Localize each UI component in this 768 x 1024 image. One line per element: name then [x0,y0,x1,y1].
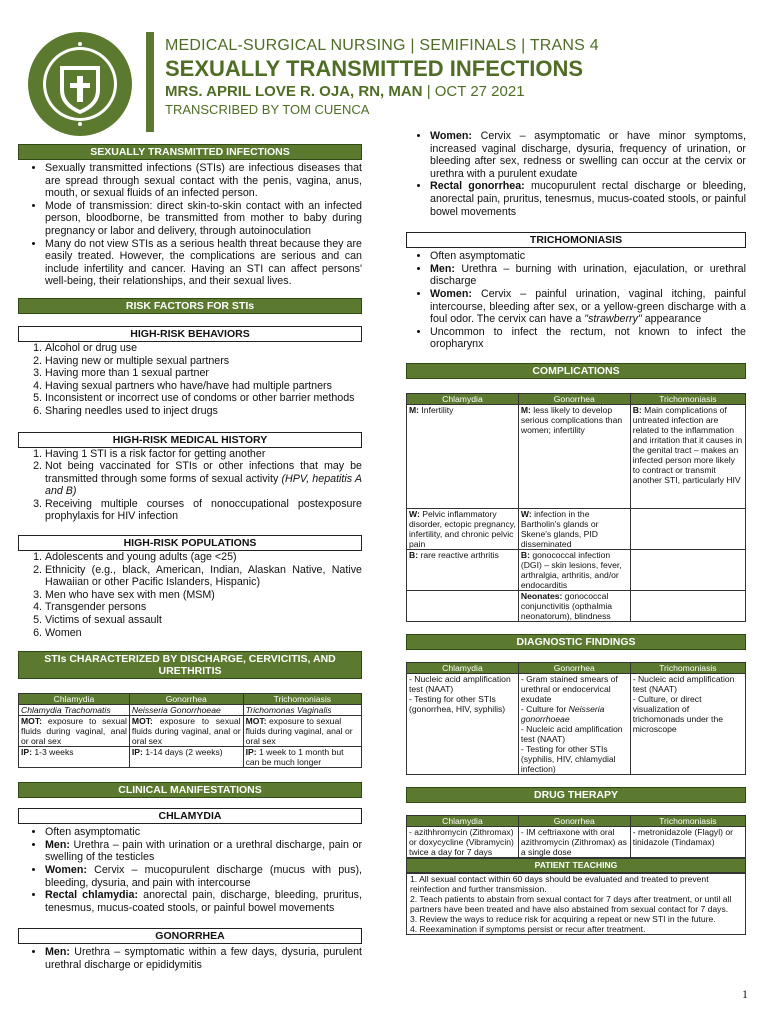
list-item: 2. Not being vaccinated for STIs or other infections that may be transmitted through some forms of sexual activity (HPV, hepatitis A and B) [45,460,362,498]
table-cell: B: rare reactive arthritis [407,549,519,590]
list-item: • Men: Urethra – burning with urination, ejaculation, or urethral discharge [430,263,746,288]
history-list [18,448,362,524]
list-item: 5. Inconsistent or incorrect use of condoms or other barrier methods [45,392,362,405]
list-item: • Mode of transmission: direct skin-to-skin contact with an infected person, bloodborne, be transmitted from mother to baby during pregnancy or labor and delivery, through autoinoculation [45,200,362,238]
populations-list [18,551,362,639]
behaviors-list [18,342,362,418]
chlamydia-list [18,826,362,914]
list-item: 4. Transgender persons [45,601,362,614]
table-cell: IP: 1-14 days (2 weeks) [129,747,243,768]
nursing-program-seal-icon [26,30,134,138]
list-item: • Uncommon to infect the rectum, not known to infect the oropharynx [430,326,746,351]
table-header: Chlamydia [19,694,130,705]
sti-list [18,162,362,288]
list-item: 1. Alcohol or drug use [45,342,362,355]
list-item: 4. Having sexual partners who have/have had multiple partners [45,380,362,393]
table-cell: W: infection in the Bartholin's glands or Skene's glands, PID disseminated [518,508,630,549]
table-cell: - IM ceftriaxone with oral azithromycin (Zithromax) as a single dose [518,826,630,857]
table-header: Chlamydia [407,662,519,673]
subsection-chlamydia-title: CHLAMYDIA [18,808,362,824]
table-cell [630,590,745,621]
table-header: Gonorrhea [129,694,243,705]
subsection-behaviors-title: HIGH-RISK BEHAVIORS [18,326,362,342]
list-item: • Women: Cervix – painful urination, vaginal itching, painful intercourse, bleeding after sex, or a yellow-green discharge with a foul odor. The cervix can have a "strawberry" appearance [430,288,746,326]
transcriber-line: TRANSCRIBED BY TOM CUENCA [165,102,370,117]
section-sti-title: SEXUALLY TRANSMITTED INFECTIONS [18,144,362,160]
teaching-item: 2. Teach patients to abstain from sexual contact for 7 days after treatment, or until all partners have been treated and have also abstained from sexual contact for 7 days. [410,893,732,914]
list-item: • Often asymptomatic [430,250,746,263]
table-header: Chlamydia [407,393,519,404]
lecture-date: | OCT 27 2021 [426,83,525,100]
diagnostic-table [406,662,746,775]
author-line [165,83,525,100]
trich-list [406,250,746,351]
header-accent-bar [146,32,154,132]
table-cell: Trichomonas Vaginalis [243,705,361,716]
document-header [0,0,768,136]
page-number: 1 [742,987,748,1001]
list-item: • Many do not view STIs as a serious health threat because they are easily treated. However, the complications are serious and can include infertility and cancer. Having an STI can affect persons' well-being, their relationships, and their sexual lives. [45,238,362,288]
list-item: 3. Receiving multiple courses of nonoccupational postexposure prophylaxis for HIV infection [45,498,362,523]
section-discharge-title: STIs CHARACTERIZED BY DISCHARGE, CERVICITIS, AND URETHRITIS [18,651,362,679]
table-cell: MOT: exposure to sexual fluids during vaginal, anal or oral sex [19,716,130,747]
section-risk-title: RISK FACTORS FOR STIs [18,298,362,314]
table-cell: - Gram stained smears of urethral or endocervical exudate - Culture for Neisseria gonorrhoeae - Nucleic acid amplification test (NAAT) - Testing for other STIs (syphilis, HIV, chlamydial infection) [518,673,630,774]
list-item: • Often asymptomatic [45,826,362,839]
table-cell: - azithhromycin (Zithromax) or doxycycline (Vibramycin) twice a day for 7 days [407,826,519,857]
list-item: • Women: Cervix – asymptomatic or have minor symptoms, increased vaginal discharge, dysuria, frequency of urination, or bleeding after sex, redness or swelling can occur at the cervix or urethra with a purulent exudate [430,130,746,180]
section-diagnostic-title: DIAGNOSTIC FINDINGS [406,634,746,650]
list-item: • Sexually transmitted infections (STIs) are infectious diseases that are spread through sexual contact with the penis, vagina, anus, mouth, or sexual fluids of an infected person. [45,162,362,200]
table-cell: M: less likely to develop serious complications than women; infertility [518,404,630,508]
table-header: Trichomoniasis [630,393,745,404]
table-cell: MOT: exposure to sexual fluids during vaginal, anal or oral sex [243,716,361,747]
complications-table [406,393,746,622]
list-item: 1. Adolescents and young adults (age <25) [45,551,362,564]
list-item: • Men: Urethra – symptomatic within a few days, dysuria, purulent urethral discharge or epididymitis [45,946,362,971]
table-cell: - Nucleic acid amplification test (NAAT) - Culture, or direct visualization of trichomonads under the microscope [630,673,745,774]
list-item: 1. Having 1 STI is a risk factor for getting another [45,448,362,461]
table-cell: Neisseria Gonorrhoeae [129,705,243,716]
list-item: 6. Women [45,627,362,640]
table-cell [630,549,745,590]
table-cell: Chlamydia Trachomatis [19,705,130,716]
section-clinical-title: CLINICAL MANIFESTATIONS [18,782,362,798]
gonorrhea-list [18,946,362,971]
subsection-history-title: HIGH-RISK MEDICAL HISTORY [18,432,362,448]
section-complications-title: COMPLICATIONS [406,363,746,379]
table-cell [407,590,519,621]
table-header: Trichomoniasis [243,694,361,705]
table-header: Gonorrhea [518,662,630,673]
table-cell: - Nucleic acid amplification test (NAAT) - Testing for other STIs (gonorrhea, HIV, syphilis) [407,673,519,774]
right-column [406,130,746,935]
section-drug-title: DRUG THERAPY [406,787,746,803]
table-header: Gonorrhea [518,393,630,404]
table-header: Gonorrhea [518,815,630,826]
teaching-item: 1. All sexual contact within 60 days should be evaluated and treated to prevent reinfection and further transmission. [410,873,709,894]
table-cell: IP: 1-3 weeks [19,747,130,768]
discharge-table [18,693,362,768]
list-item: • Men: Urethra – pain with urination or a urethral discharge, pain or swelling of the testicles [45,839,362,864]
list-item: 2. Ethnicity (e.g., black, American, Indian, Alaskan Native, Native Hawaiian or other Pacific Islanders, Hispanic) [45,564,362,589]
list-item: 6. Sharing needles used to inject drugs [45,405,362,418]
list-item: 3. Having more than 1 sexual partner [45,367,362,380]
list-item: • Rectal gonorrhea: mucopurulent rectal discharge or bleeding, anorectal pain, pruritus, tenesmus, mucus-coated stools, or painful bowel movements [430,180,746,218]
table-cell: Neonates: gonococcal conjunctivitis (opthalmia neonatorum), blindness [518,590,630,621]
table-cell: M: Infertility [407,404,519,508]
list-item: 5. Victims of sexual assault [45,614,362,627]
subsection-trich-title: TRICHOMONIASIS [406,232,746,248]
table-header: Chlamydia [407,815,519,826]
gonorrhea-continued-list [406,130,746,218]
table-header: Trichomoniasis [630,662,745,673]
table-header: Trichomoniasis [630,815,745,826]
course-line: MEDICAL-SURGICAL NURSING | SEMIFINALS | TRANS 4 [165,37,599,54]
patient-teaching-box [406,873,746,935]
subsection-gonorrhea-title: GONORRHEA [18,928,362,944]
teaching-item: 4. Reexamination if symptoms persist or recur after treatment. [410,923,646,934]
table-cell: MOT: exposure to sexual fluids during vaginal, anal or oral sex [129,716,243,747]
patient-teaching-title: PATIENT TEACHING [406,858,746,873]
list-item: 3. Men who have sex with men (MSM) [45,589,362,602]
table-cell: W: Pelvic inflammatory disorder, ectopic pregnancy, infertility, and chronic pelvic pain [407,508,519,549]
left-column [18,136,362,972]
table-cell: B: Main complications of untreated infection are related to the inflammation and irritation that it causes in the genital tract – makes an infected person more likely to contract or transmit another STI, particularly HIV [630,404,745,508]
subsection-populations-title: HIGH-RISK POPULATIONS [18,535,362,551]
table-cell: - metronidazole (Flagyl) or tinidazole (Tindamax) [630,826,745,857]
drug-table [406,815,746,858]
list-item: • Women: Cervix – mucopurulent discharge (mucus with pus), bleeding, dysuria, and pain with intercourse [45,864,362,889]
table-cell: B: gonococcal infection (DGI) – skin lesions, fever, arthralgia, arthritis, and/or endocarditis [518,549,630,590]
table-cell: IP: 1 week to 1 month but can be much longer [243,747,361,768]
list-item: • Rectal chlamydia: anorectal pain, discharge, bleeding, pruritus, tenesmus, mucus-coated stools, or painful bowel movements [45,889,362,914]
document-title: SEXUALLY TRANSMITTED INFECTIONS [165,56,584,81]
author-name: MRS. APRIL LOVE R. OJA, RN, MAN [165,83,423,100]
list-item: 2. Having new or multiple sexual partners [45,355,362,368]
table-cell [630,508,745,549]
teaching-item: 3. Review the ways to reduce risk for acquiring a repeat or new STI in the future. [410,913,716,924]
